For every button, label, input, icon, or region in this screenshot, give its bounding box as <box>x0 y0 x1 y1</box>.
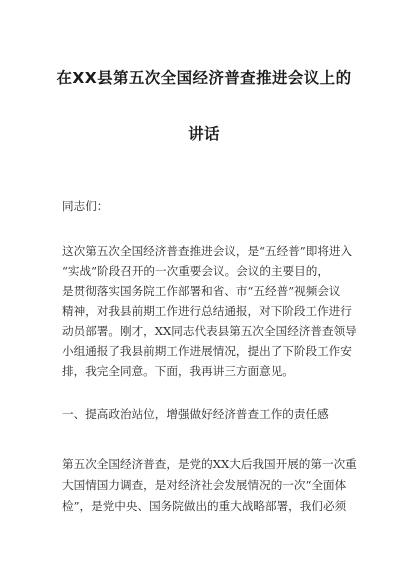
paragraph-1-line: 是贯彻落实国务院工作部署和省、市“五经普”视频会议 <box>62 284 341 298</box>
paragraph-1-line: 这次第五次全国经济普查推进会议，是“五经普”即将进入 <box>62 244 353 258</box>
paragraph-1-line: 精神，对我县前期工作进行总结通报，对下阶段工作进行 <box>62 304 352 318</box>
section-heading: 一、提高政治站位，增强做好经济普查工作的责任感 <box>62 407 329 421</box>
paragraph-1-line: 排，我完全同意。下面，我再讲三方面意见。 <box>62 364 294 378</box>
document-title-line-1: 在XX县第五次全国经济普查推进会议上的 <box>56 69 352 87</box>
paragraph-2-line: 第五次全国经济普查，是党的XX大后我国开展的第一次重 <box>62 457 357 471</box>
paragraph-1-line: 小组通报了我县前期工作进展情况，提出了下阶段工作安 <box>62 344 352 358</box>
paragraph-1-line: 动员部署。刚才，XX同志代表县第五次全国经济普查领导 <box>62 324 357 338</box>
document-title-line-2: 讲话 <box>188 125 220 143</box>
salutation: 同志们： <box>62 199 109 213</box>
paragraph-2-line: 检”，是党中央、国务院做出的重大战略部署，我们必须 <box>62 499 347 513</box>
paragraph-2-line: 大国情国力调查，是对经济社会发展情况的一次“全面体 <box>62 478 347 492</box>
paragraph-1-line: “实战”阶段召开的一次重要会议。会议的主要目的， <box>62 264 329 278</box>
